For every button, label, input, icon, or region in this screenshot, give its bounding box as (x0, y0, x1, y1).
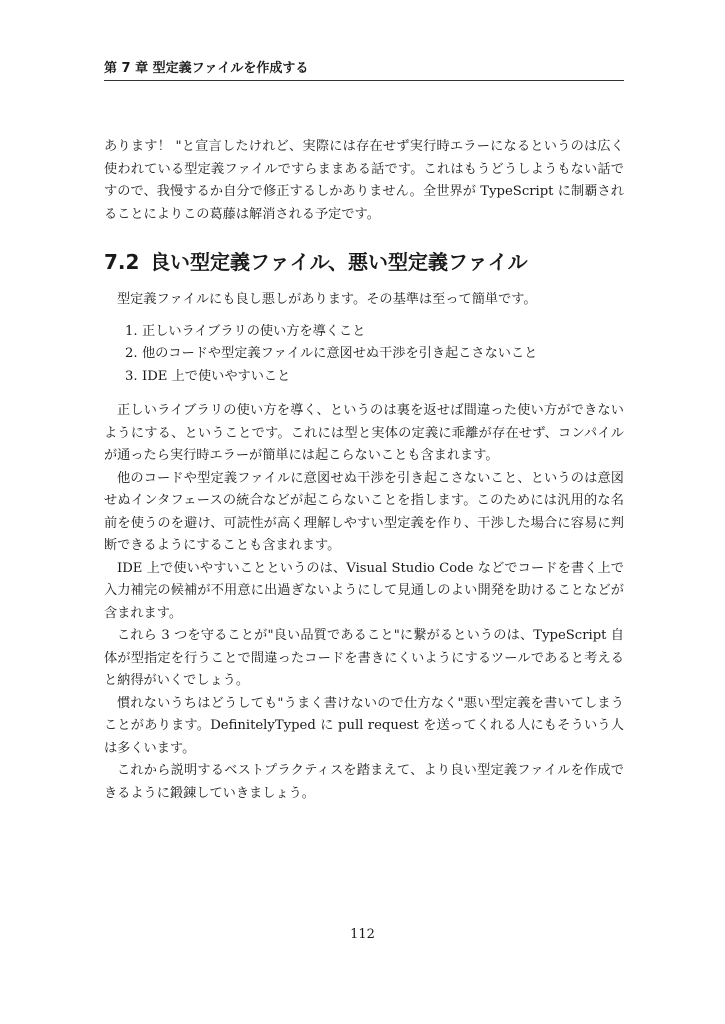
list-item-text: IDE 上で使いやすいこと (142, 368, 291, 384)
section-number: 7.2 (104, 250, 140, 274)
running-header: 第 7 章 型定義ファイルを作成する (104, 61, 309, 76)
body-paragraph: 正しいライブラリの使い方を導く、というのは裏を返せば間違った使い方ができないようにする、ということです。これには型と実体の定義に乖離が存在せず、コンパイルが通ったら実行時エラーが簡単には起こらないことも含まれます。 (104, 403, 624, 463)
list-item (125, 366, 624, 389)
page-content (104, 136, 624, 805)
section-heading (104, 247, 624, 277)
list-item (125, 321, 624, 344)
list-item-text: 正しいライブラリの使い方を導くこと (142, 323, 366, 339)
body-paragraph: 他のコードや型定義ファイルに意図せぬ干渉を引き起こさないこと、というのは意図せぬインタフェースの統合などが起こらないことを指します。このためには汎用的な名前を使うのを避け、可読性が高く理解しやすい型定義を作り、干渉した場合に容易に判断できるようにすることも含まれます。 (104, 470, 624, 553)
body-paragraph: 慣れないうちはどうしても"うまく書けないので仕方なく"悪い型定義を書いてしまうことがあります。DefinitelyTyped に pull request を送ってくれる人にもそういう人は多くいます。 (104, 695, 624, 756)
list-item (125, 343, 624, 366)
page-number: 112 (350, 927, 375, 942)
criteria-list (104, 321, 624, 389)
header-rule (104, 80, 624, 81)
lead-paragraph: 型定義ファイルにも良し悪しがあります。その基準は至って簡単です。 (117, 292, 537, 307)
list-marker: 1. (125, 323, 138, 339)
section-title: 良い型定義ファイル、悪い型定義ファイル (150, 250, 528, 274)
body-paragraph: IDE 上で使いやすいことというのは、Visual Studio Code などでコードを書く上で入力補完の候補が不用意に出過ぎないようにして見通しのよい開発を助けることなどが含まれます。 (104, 560, 624, 621)
list-item-text: 他のコードや型定義ファイルに意図せぬ干渉を引き起こさないこと (142, 346, 538, 361)
list-marker: 3. (125, 368, 138, 384)
body-paragraph: これら 3 つを守ることが"良い品質であること"に繋がるというのは、TypeScript 自体が型指定を行うことで間違ったコードを書きにくいようにするツールであると考えると納得がいくでしょう。 (104, 628, 624, 688)
body-paragraph: これから説明するベストプラクティスを踏まえて、より良い型定義ファイルを作成できるように鍛錬していきましょう。 (104, 763, 624, 801)
intro-paragraph: あります！ "と宣言したけれど、実際には存在せず実行時エラーになるというのは広く使われている型定義ファイルですらままある話です。これはもうどうしようもない話ですので、我慢するか自分で修正するしかありません。全世界が TypeScript に制覇されることによりこの葛藤は解消される予定です。 (104, 139, 624, 222)
list-marker: 2. (125, 346, 138, 361)
